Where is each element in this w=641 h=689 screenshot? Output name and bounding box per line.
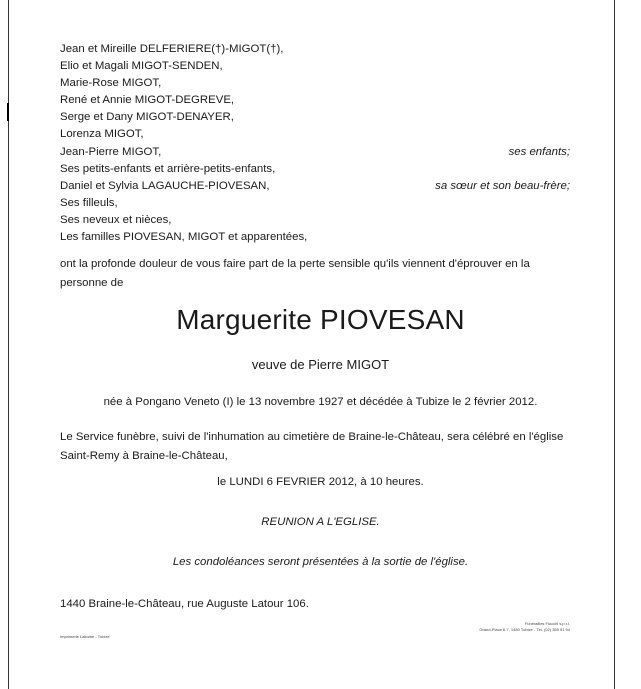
family-member-name: Ses neveux et nièces,: [60, 213, 172, 226]
family-row: [60, 126, 570, 143]
family-member-name: Marie-Rose MIGOT,: [60, 77, 162, 90]
address-line: 1440 Braine-le-Château, rue Auguste Latour 106.: [60, 598, 309, 610]
family-member-name: Jean et Mireille DELFERIERE(†)-MIGOT(†),: [60, 43, 284, 55]
right-border-line: [614, 0, 615, 689]
intro-paragraph: ont la profonde douleur de vous faire part de la perte sensible qu'ils viennent d'éprouver en la personne de: [60, 258, 530, 289]
family-relation: ses enfants;: [508, 145, 570, 158]
family-member-name: Ses filleuls,: [60, 196, 118, 209]
funeral-home-address: Grand-Place 6-7, 1480 Tubize - Tél. (02) 355 51 94: [479, 627, 570, 632]
family-row: [60, 41, 570, 58]
family-row: [60, 161, 570, 178]
funeral-home-name: Funérailles Fiocchi s.p.r.l.: [524, 621, 570, 626]
family-row: [60, 109, 570, 126]
family-row: [60, 229, 570, 246]
family-member-name: Serge et Dany MIGOT-DENAYER,: [60, 111, 234, 124]
service-date: le LUNDI 6 FEVRIER 2012, à 10 heures.: [217, 476, 424, 488]
family-relation: sa sœur et son beau-frère;: [435, 179, 570, 192]
family-member-name: Elio et Magali MIGOT-SENDEN,: [60, 60, 223, 73]
family-row: [60, 178, 570, 195]
deceased-name: Marguerite PIOVESAN: [176, 304, 465, 335]
family-row: [60, 92, 570, 109]
family-row: [60, 75, 570, 92]
family-row: [60, 58, 570, 75]
family-member-name: Ses petits-enfants et arrière-petits-enfants,: [60, 162, 276, 175]
family-member-name: Daniel et Sylvia LAGAUCHE-PIOVESAN,: [60, 179, 270, 192]
birth-death-line: née à Pongano Veneto (I) le 13 novembre 1927 et décédée à Tubize le 2 février 2012.: [103, 396, 538, 408]
family-row: [60, 195, 570, 212]
family-list: [60, 41, 570, 246]
condolences-line: Les condoléances seront présentées à la sortie de l'église.: [172, 556, 469, 568]
service-paragraph: Le Service funèbre, suivi de l'inhumation au cimetière de Braine-le-Château, sera célébré en l'église Saint-Remy à Braine-le-Château,: [60, 431, 564, 462]
family-member-name: Les familles PIOVESAN, MIGOT et apparentées,: [60, 231, 308, 244]
family-member-name: Lorenza MIGOT,: [60, 128, 144, 141]
family-member-name: René et Annie MIGOT-DEGREVE,: [60, 94, 235, 107]
reunion-line: REUNION A L'EGLISE.: [261, 516, 380, 528]
spouse-line: veuve de Pierre MIGOT: [251, 357, 390, 372]
funeral-home-credit: [479, 621, 570, 633]
family-member-name: Jean-Pierre MIGOT,: [60, 145, 162, 158]
printer-credit: Imprimerie Lakome - Tubize: [60, 634, 110, 639]
family-row: [60, 212, 570, 229]
scan-mark: [7, 103, 9, 121]
family-row: [60, 144, 570, 161]
